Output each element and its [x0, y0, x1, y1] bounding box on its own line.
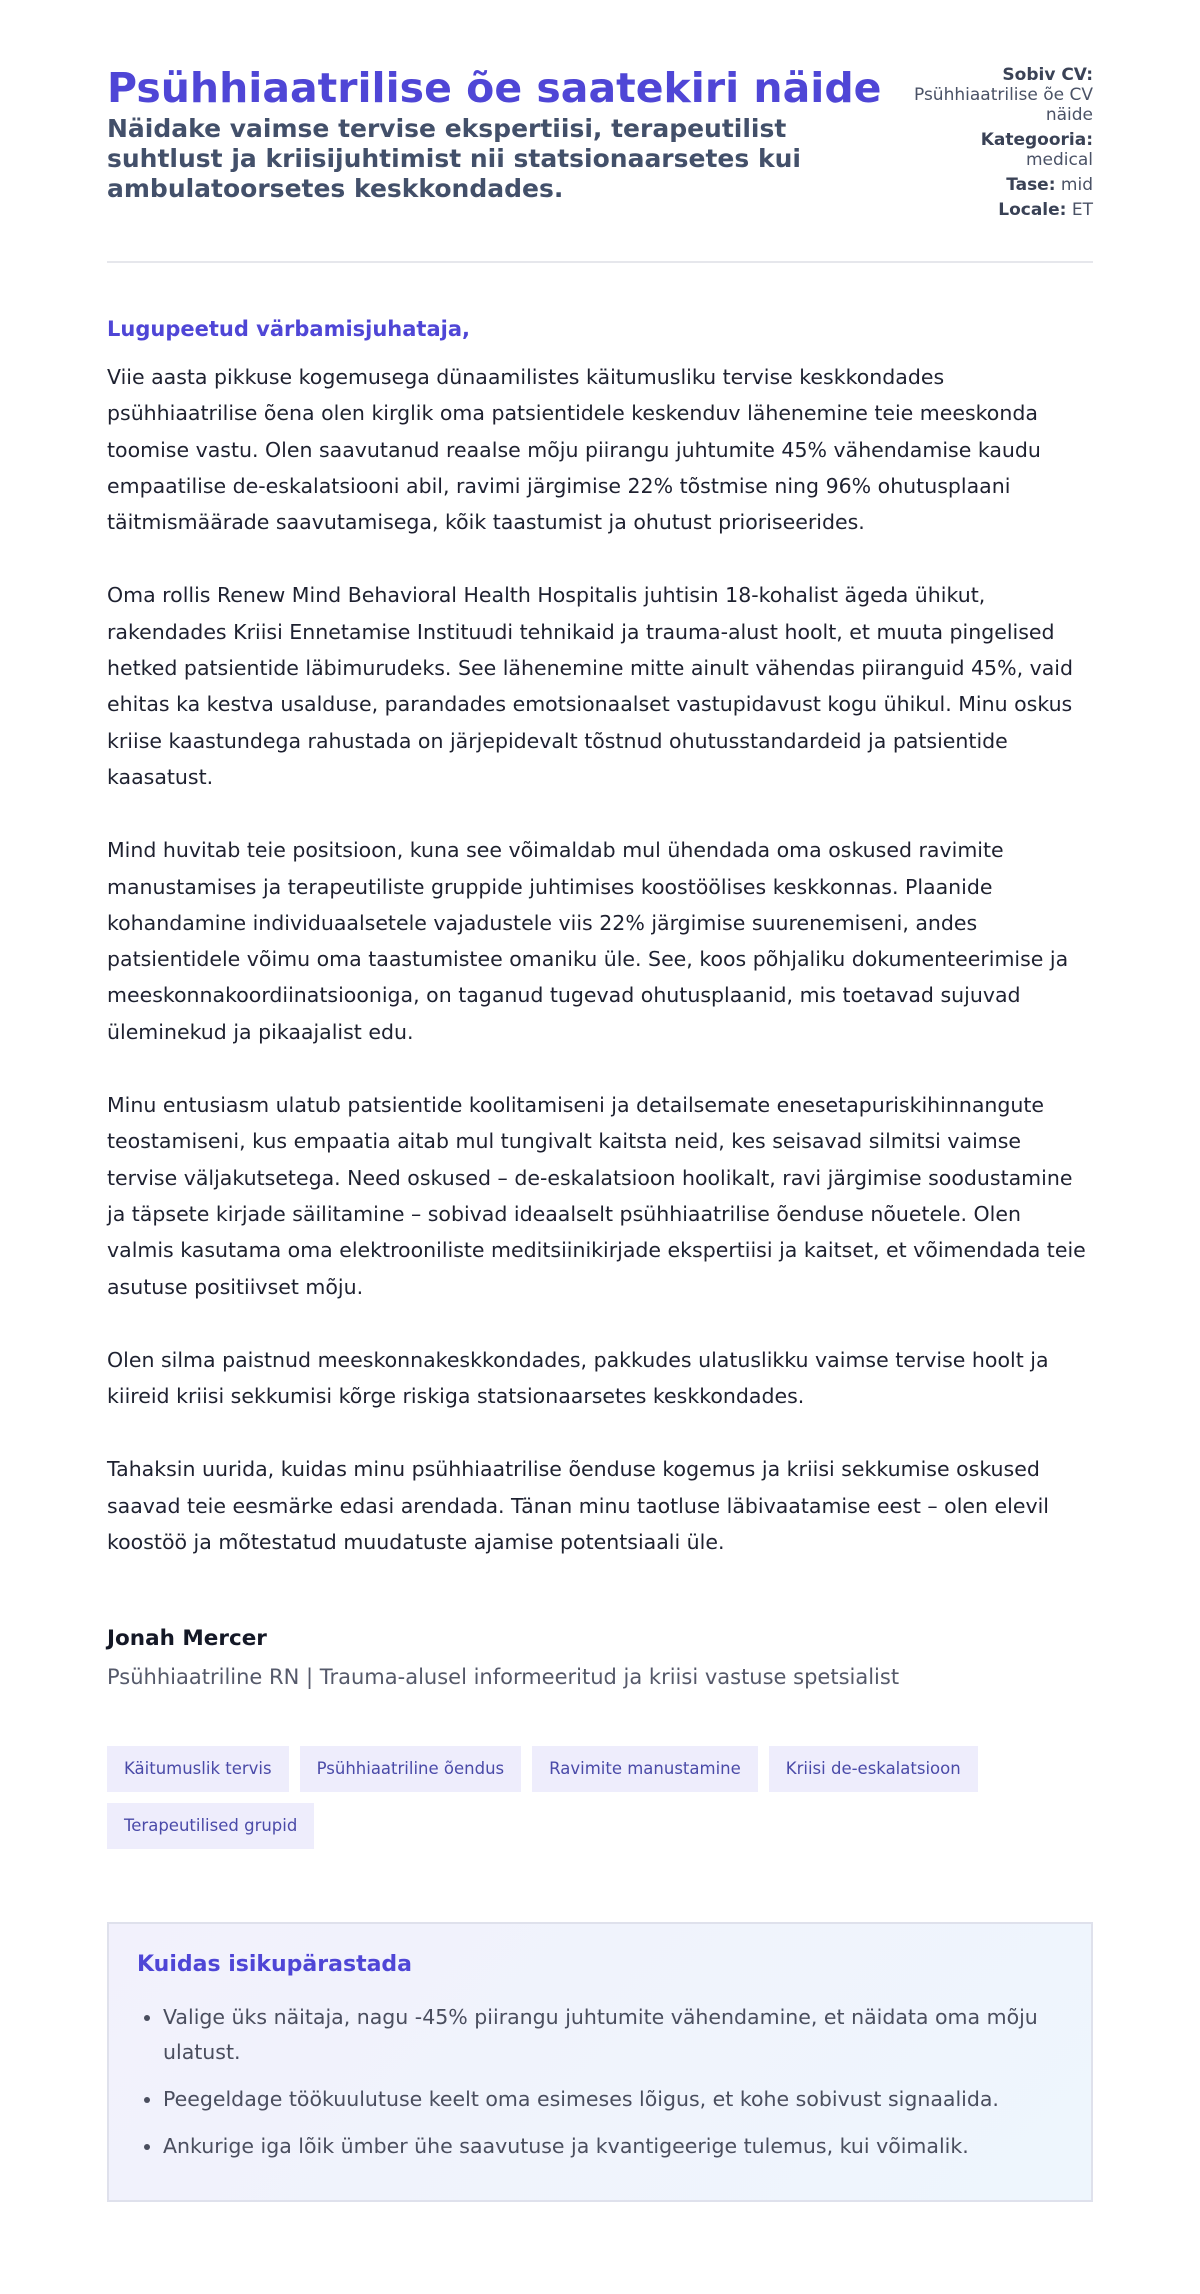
letter-greeting: Lugupeetud värbamisjuhataja, [107, 317, 470, 341]
meta-level [893, 175, 1093, 195]
page-title: Psühhiaatrilise õe saatekiri näide [107, 64, 882, 112]
meta-locale-label: Locale: [998, 200, 1067, 220]
skill-tag[interactable]: Psühhiaatriline õendus [300, 1746, 522, 1792]
skill-tag[interactable]: Kriisi de-eskalatsioon [769, 1746, 978, 1792]
letter-paragraph: Oma rollis Renew Mind Behavioral Health Hospitalis juhtisin 18-kohalist ägeda ühikut, rakendades Kriisi Ennetamise Instituudi tehnikaid ja trauma-alust hoolt, et muuta pingelised hetked patsientide läbimurudeks. See lähenemine mitte ainult vähendas piiranguid 45%, vaid ehitas ka kestva usalduse, parandades emotsionaalset vastupidavust kogu ühikul. Minu oskus kriise kaastundega rahustada on järjepidevalt tõstnud ohutusstandardeid ja patsientide kaasatust. [107, 583, 1074, 789]
letter-paragraph: Tahaksin uurida, kuidas minu psühhiaatrilise õenduse kogemus ja kriisi sekkumise oskused saavad teie eesmärke edasi arendada. Tänan minu taotluse läbivaatamise eest – olen elevil koostöö ja mõtestatud muudatuste ajamise potentsiaali üle. [107, 1457, 1049, 1555]
signature-title: Psühhiaatriline RN | Trauma-alusel informeeritud ja kriisi vastuse spetsialist [107, 1665, 900, 1690]
letter-paragraph: Olen silma paistnud meeskonnakeskkondades, pakkudes ulatuslikku vaimse tervise hoolt ja kiireid kriisi sekkumisi kõrge riskiga statsionaarsetes keskkondades. [107, 1347, 1049, 1409]
letter-paragraph: Minu entusiasm ulatub patsientide koolitamiseni ja detailsemate enesetapuriskihinnangute teostamiseni, kus empaatia aitab mul tungivalt kaitsta neid, kes seisavad silmitsi vaimse tervise väljakutsetega. Need oskused – de-eskalatsioon hoolikalt, ravi järgimise soodustamine ja täpsete kirjade säilitamine – sobivad ideaalselt psühhiaatrilise õenduse nõuetele. Olen valmis kasutama oma elektrooniliste meditsiinikirjade ekspertiisi ja kaitset, et võimendada teie asutuse positiivset mõju. [107, 1093, 1086, 1299]
meta-locale [893, 200, 1093, 220]
meta-level-value: mid [1060, 175, 1093, 195]
meta-cv-value[interactable]: Psühhiaatrilise õe CV näide [914, 85, 1093, 125]
skill-tag[interactable]: Terapeutilised grupid [107, 1803, 314, 1849]
page-subtitle: Näidake vaimse tervise ekspertiisi, terapeutilist suhtlust ja kriisijuhtimist nii statsionaarsetes kui ambulatoorsetes keskkondades. [107, 114, 801, 203]
meta-locale-value: ET [1071, 200, 1093, 220]
personalize-tips-box [107, 1922, 1093, 2202]
meta-cv [893, 65, 1093, 125]
signature-name: Jonah Mercer [107, 1626, 267, 1652]
letter-body [107, 359, 1093, 1560]
tips-item: • Valige üks näitaja, nagu -45% piirangu juhtumite vähendamine, et näidata oma mõju ulatust. [163, 2000, 1063, 2070]
meta-level-label: Tase: [1006, 175, 1056, 195]
meta-category-value: medical [1025, 150, 1093, 170]
tips-title: Kuidas isikupärastada [137, 1952, 413, 1978]
meta-category [893, 130, 1093, 170]
meta-category-label: Kategooria: [980, 130, 1093, 150]
tips-item: • Peegeldage töökuulutuse keelt oma esimeses lõigus, et kohe sobivust signaalida. [163, 2082, 1063, 2117]
letter-paragraph: Mind huvitab teie positsioon, kuna see võimaldab mul ühendada oma oskused ravimite manustamises ja terapeutiliste gruppide juhtimises koostöölises keskkonnas. Plaanide kohandamine individuaalsetele vajadustele viis 22% järgimise suurenemiseni, andes patsientidele võimu oma taastumistee omaniku üle. See, koos põhjaliku dokumenteerimise ja meeskonnakoordiinatsiooniga, on taganud tugevad ohutusplaanid, mis toetavad sujuvad üleminekud ja pikaajalist edu. [107, 838, 1069, 1044]
skill-tag[interactable]: Käitumuslik tervis [107, 1746, 289, 1792]
page-header [107, 0, 1093, 263]
title-block [107, 64, 887, 204]
meta-panel [893, 64, 1093, 225]
meta-cv-label: Sobiv CV: [1002, 65, 1093, 85]
letter-paragraph: Viie aasta pikkuse kogemusega dünaamilistes käitumusliku tervise keskkondades psühhiaatrilise õena olen kirglik oma patsientidele keskenduv lähenemine teie meeskonda toomise vastu. Olen saavutanud reaalse mõju piirangu juhtumite 45% vähendamise kaudu empaatilise de-eskalatsiooni abil, ravimi järgimise 22% tõstmise ning 96% ohutusplaani täitmismäärade saavutamisega, kõik taastumist ja ohutust prioriseerides. [107, 365, 1041, 535]
skill-tag[interactable]: Ravimite manustamine [532, 1746, 758, 1792]
tips-list [137, 2000, 1063, 2164]
tips-item: • Ankurige iga lõik ümber ühe saavutuse ja kvantigeerige tulemus, kui võimalik. [163, 2129, 1063, 2164]
skill-tags [107, 1746, 1037, 1849]
